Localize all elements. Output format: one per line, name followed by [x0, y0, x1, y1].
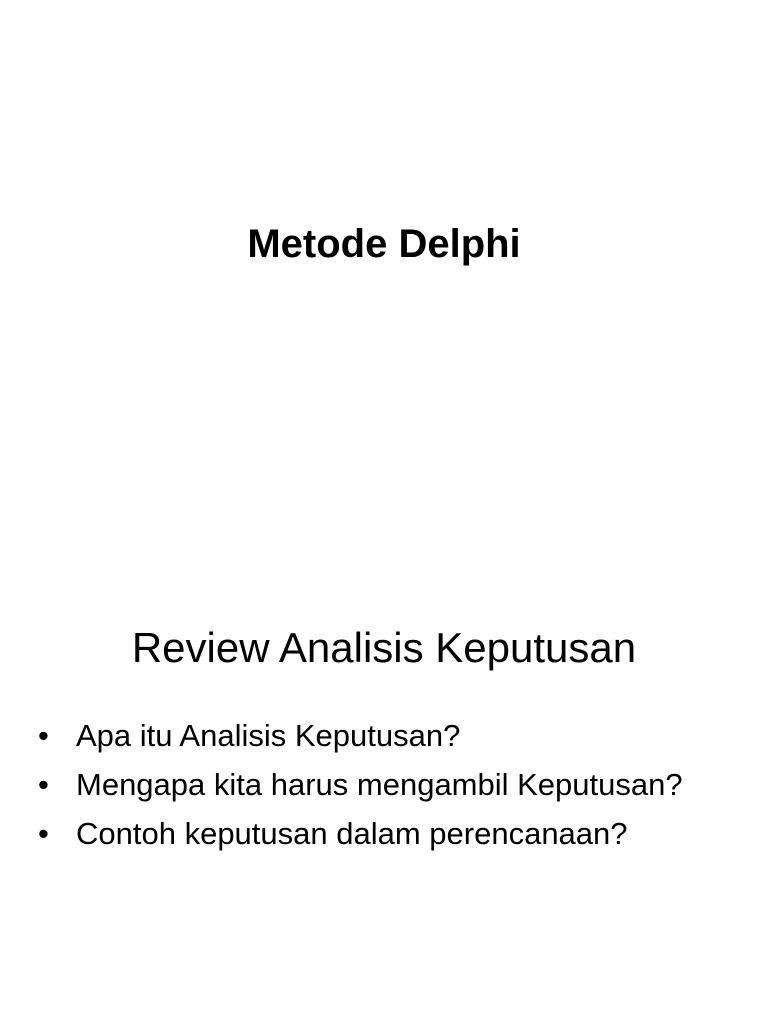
slide-2 — [0, 500, 768, 1024]
slide-1 — [0, 0, 768, 500]
bullet-item — [38, 763, 738, 806]
bullet-list — [38, 714, 738, 861]
slide-title: Metode Delphi — [247, 222, 521, 266]
bullet-item — [38, 812, 738, 855]
bullet-icon: • — [38, 767, 49, 802]
slide-title: Review Analisis Keputusan — [131, 624, 637, 671]
bullet-icon: • — [38, 816, 49, 851]
bullet-text: Contoh keputusan dalam perencanaan? — [76, 816, 628, 851]
bullet-text: Mengapa kita harus mengambil Keputusan? — [76, 767, 683, 802]
bullet-icon: • — [38, 718, 49, 753]
bullet-item — [38, 714, 738, 757]
bullet-text: Apa itu Analisis Keputusan? — [76, 718, 461, 753]
